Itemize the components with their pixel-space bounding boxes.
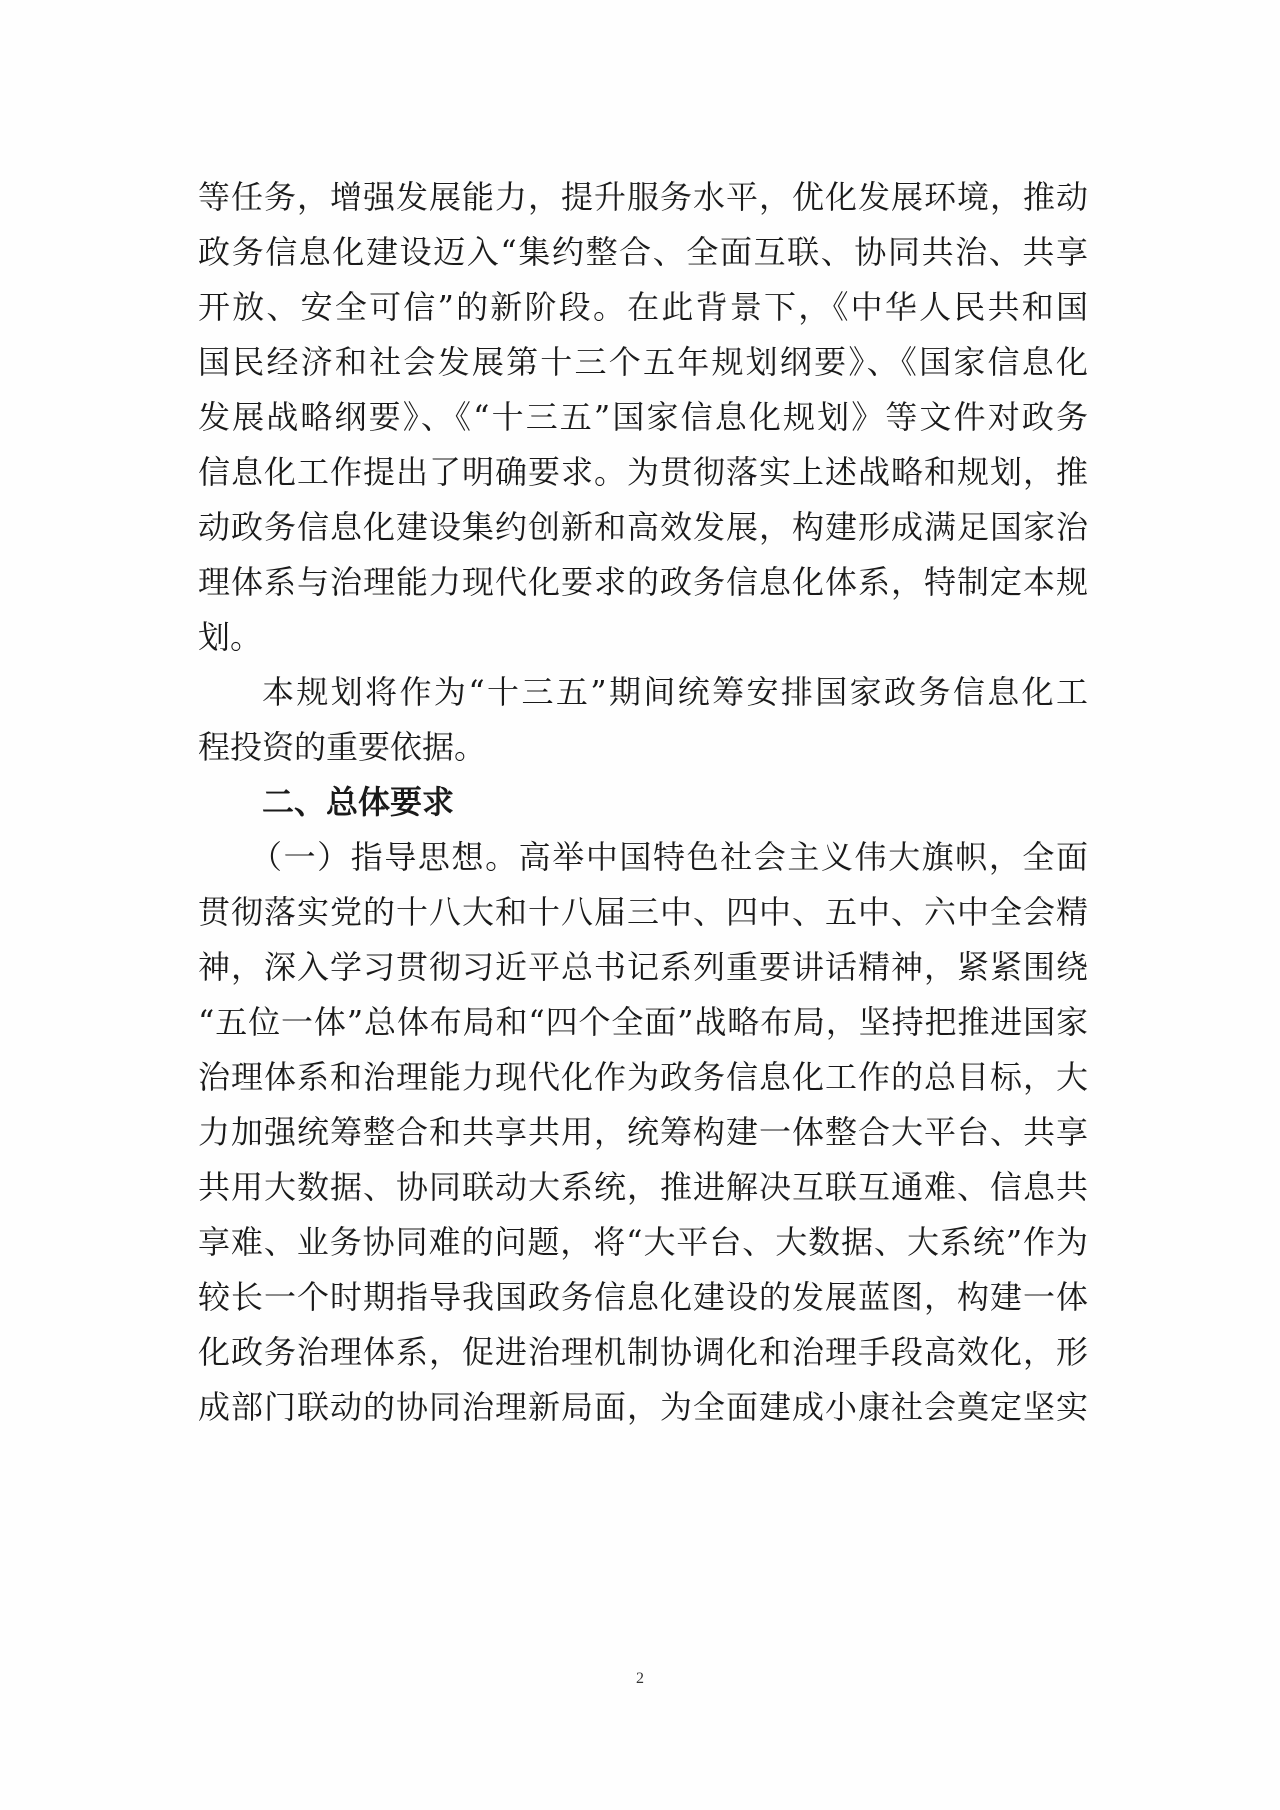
text-line: 政务信息化建设迈入“集约整合、全面互联、协同共治、共享 [198,233,1088,271]
text-line: 较长一个时期指导我国政务信息化建设的发展蓝图，构建一体 [198,1278,1088,1316]
text-line: 划。 [198,618,263,656]
text-line: 本规划将作为“十三五”期间统筹安排国家政务信息化工 [262,673,1088,711]
text-line: 化政务治理体系，促进治理机制协调化和治理手段高效化，形 [198,1333,1088,1371]
text-line: 信息化工作提出了明确要求。为贯彻落实上述战略和规划，推 [198,453,1088,491]
text-line: 贯彻落实党的十八大和十八届三中、四中、五中、六中全会精 [198,893,1088,931]
text-line: 程投资的重要依据。 [198,728,487,766]
text-line: 共用大数据、协同联动大系统，推进解决互联互通难、信息共 [198,1168,1088,1206]
text-line: 力加强统筹整合和共享共用，统筹构建一体整合大平台、共享 [198,1113,1088,1151]
text-line: （一）指导思想。高举中国特色社会主义伟大旗帜，全面 [250,838,1088,876]
text-line: 成部门联动的协同治理新局面，为全面建成小康社会奠定坚实 [198,1388,1088,1426]
text-line: 发展战略纲要》、《“十三五”国家信息化规划》等文件对政务 [198,398,1088,436]
page-number: 2 [636,1670,644,1687]
text-line: 神，深入学习贯彻习近平总书记系列重要讲话精神，紧紧围绕 [198,948,1088,986]
text-line: 动政务信息化建设集约创新和高效发展，构建形成满足国家治 [198,508,1088,546]
text-line: 开放、安全可信”的新阶段。在此背景下，《中华人民共和国 [198,288,1088,326]
text-line: 理体系与治理能力现代化要求的政务信息化体系，特制定本规 [198,563,1088,601]
text-line: “五位一体”总体布局和“四个全面”战略布局，坚持把推进国家 [198,1003,1088,1041]
text-line: 享难、业务协同难的问题，将“大平台、大数据、大系统”作为 [198,1223,1088,1261]
document-body [198,170,1088,1435]
text-line: 治理体系和治理能力现代化作为政务信息化工作的总目标，大 [198,1058,1088,1096]
text-line: 等任务，增强发展能力，提升服务水平，优化发展环境，推动 [198,178,1088,216]
text-line: 国民经济和社会发展第十三个五年规划纲要》、《国家信息化 [198,343,1088,381]
section-heading: 二、总体要求 [262,783,455,821]
